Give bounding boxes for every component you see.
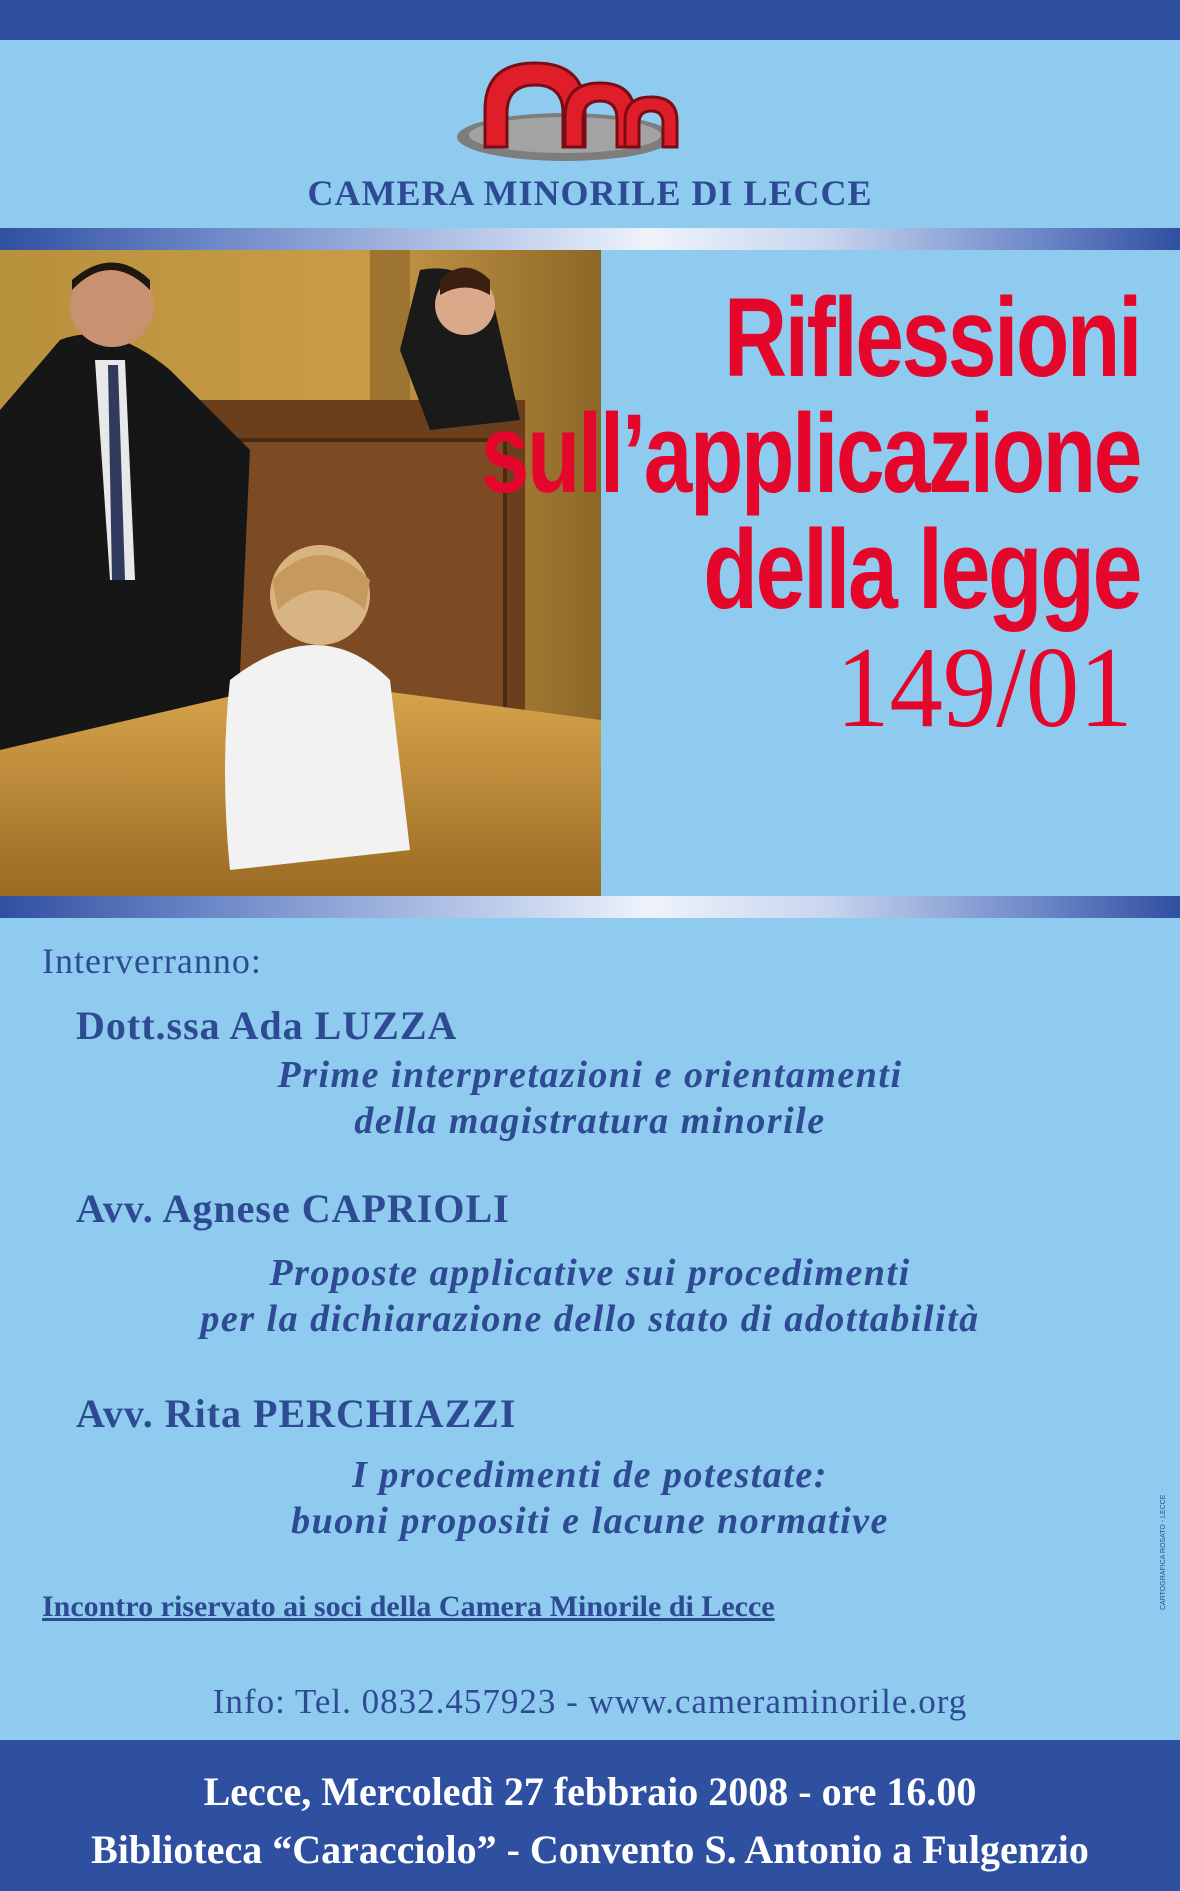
speaker-topic	[40, 1452, 1140, 1544]
speaker-name: Avv. Rita PERCHIAZZI	[76, 1391, 517, 1436]
speaker-name: Dott.ssa Ada LUZZA	[76, 1003, 458, 1048]
camera-minorile-logo	[455, 55, 715, 165]
topic-line: per la dichiarazione dello stato di adottabilità	[200, 1298, 980, 1340]
members-only-notice: Incontro riservato ai soci della Camera Minorile di Lecce	[42, 1590, 775, 1623]
headline-line-3: della legge	[703, 507, 1140, 632]
topic-line: buoni propositi e lacune normative	[291, 1500, 889, 1542]
top-strip	[0, 0, 1180, 40]
divider-bar-top	[0, 228, 1180, 250]
topic-line: I procedimenti de potestate:	[352, 1454, 828, 1496]
contact-info: Info: Tel. 0832.457923 - www.cameraminorile.org	[212, 1682, 968, 1721]
topic-line: della magistratura minorile	[354, 1100, 826, 1142]
topic-line: Prime interpretazioni e orientamenti	[277, 1054, 903, 1096]
program-intro: Interverranno:	[42, 941, 262, 981]
speaker-name: Avv. Agnese CAPRIOLI	[76, 1186, 510, 1231]
event-date-time: Lecce, Mercoledì 27 febbraio 2008 - ore 16.00	[203, 1769, 977, 1814]
headline-line-1: Riflessioni	[723, 275, 1140, 400]
speaker-topic	[40, 1052, 1140, 1144]
event-footer	[0, 1740, 1180, 1891]
speaker-topic	[40, 1250, 1140, 1342]
printer-credit: CARTOGRAFICA ROSATO - LECCE	[1160, 1494, 1167, 1610]
organization-name: CAMERA MINORILE DI LECCE	[307, 173, 873, 213]
headline-line-2: sull’applicazione	[480, 391, 1140, 516]
topic-line: Proposte applicative sui procedimenti	[269, 1252, 911, 1294]
event-venue: Biblioteca “Caracciolo” - Convento S. Antonio a Fulgenzio	[91, 1827, 1089, 1872]
headline-line-4: 149/01	[836, 624, 1133, 752]
divider-bar-bottom	[0, 896, 1180, 918]
event-headline	[280, 275, 1140, 752]
